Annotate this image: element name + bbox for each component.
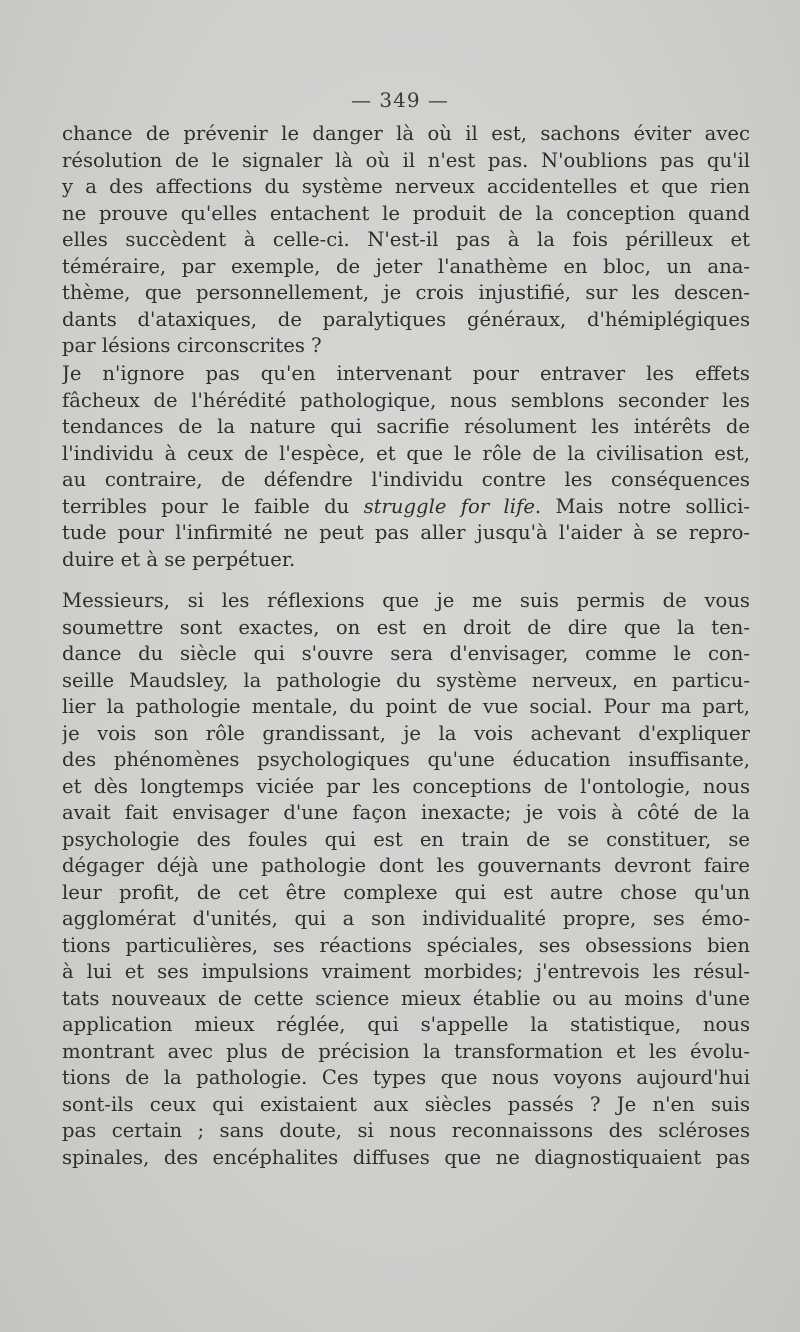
text-line: lier la pathologie mentale, du point de vue social. Pour ma part,: [62, 695, 750, 718]
text-line: thème, que personnellement, je crois injustifié, sur les descen-: [62, 281, 750, 304]
paragraph-2: [62, 361, 750, 573]
text-line: soumettre sont exactes, on est en droit de dire que la ten-: [62, 615, 750, 639]
text-line: à lui et ses impulsions vraiment morbides; j'entrevois les résul-: [62, 960, 750, 983]
text-line: agglomérat d'unités, qui a son individualité propre, ses émo-: [62, 907, 750, 930]
text-line: chance de prévenir le danger là où il est, sachons éviter avec: [62, 122, 750, 145]
text-line: au contraire, de défendre l'individu contre les conséquences: [62, 468, 750, 491]
text-line: duire et à se perpétuer.: [62, 547, 296, 571]
text-line: Je n'ignore pas qu'en intervenant pour entraver les effets: [62, 362, 750, 385]
paragraph-3: [62, 588, 750, 1171]
text-segment: terribles pour le faible du: [62, 494, 364, 518]
text-line: avait fait envisager d'une façon inexacte; je vois à côté de la: [62, 801, 750, 824]
page-number: — 349 —: [351, 88, 449, 112]
text-line: leur profit, de cet être complexe qui est autre chose qu'un: [62, 880, 750, 904]
text-line: seille Maudsley, la pathologie du système nerveux, en particu-: [62, 668, 750, 692]
text-line: résolution de le signaler là où il n'est pas. N'oublions pas qu'il: [62, 148, 750, 172]
text-line: spinales, des encéphalites diffuses que ne diagnostiquaient pas: [62, 1145, 750, 1169]
text-line: tions particulières, ses réactions spéciales, ses obsessions bien: [62, 933, 750, 957]
text-line: tions de la pathologie. Ces types que nous voyons aujourd'hui: [62, 1066, 750, 1089]
text-line: dance du siècle qui s'ouvre sera d'envisager, comme le con-: [62, 642, 750, 665]
italic-phrase: struggle for life: [363, 494, 535, 518]
text-line: pas certain ; sans doute, si nous reconnaissons des scléroses: [62, 1119, 750, 1142]
text-line: téméraire, par exemple, de jeter l'anathème en bloc, un ana-: [62, 254, 750, 278]
text-line: tude pour l'infirmité ne peut pas aller jusqu'à l'aider à se repro-: [62, 521, 750, 544]
text-line: Messieurs, si les réflexions que je me suis permis de vous: [62, 589, 750, 612]
text-line: y a des affections du système nerveux accidentelles et que rien: [62, 175, 750, 198]
text-line: tendances de la nature qui sacrifie résolument les intérêts de: [62, 415, 750, 438]
text-line: dégager déjà une pathologie dont les gouvernants devront faire: [62, 854, 750, 877]
text-segment: . Mais notre sollici-: [534, 494, 750, 518]
text-line: tats nouveaux de cette science mieux établie ou au moins d'une: [62, 986, 750, 1010]
text-line: fâcheux de l'hérédité pathologique, nous semblons seconder les: [62, 388, 750, 412]
text-line-with-italic: [62, 494, 750, 521]
text-line: application mieux réglée, qui s'appelle la statistique, nous: [62, 1013, 750, 1036]
text-line: des phénomènes psychologiques qu'une éducation insuffisante,: [62, 748, 750, 771]
text-line: l'individu à ceux de l'espèce, et que le rôle de la civilisation est,: [62, 441, 750, 465]
text-line: psychologie des foules qui est en train de se constituer, se: [62, 827, 750, 851]
text-line: sont-ils ceux qui existaient aux siècles passés ? Je n'en suis: [62, 1092, 750, 1116]
text-line: montrant avec plus de précision la transformation et les évolu-: [62, 1039, 750, 1063]
text-line: elles succèdent à celle-ci. N'est-il pas à la fois périlleux et: [62, 228, 750, 251]
paragraph-1: [62, 121, 750, 360]
text-line: ne prouve qu'elles entachent le produit de la conception quand: [62, 201, 750, 225]
text-line: par lésions circonscrites ?: [62, 334, 322, 357]
text-line: et dès longtemps viciée par les conceptions de l'ontologie, nous: [62, 774, 750, 798]
text-line: je vois son rôle grandissant, je la vois achevant d'expliquer: [62, 721, 750, 745]
text-line: dants d'ataxiques, de paralytiques généraux, d'hémiplégiques: [62, 307, 750, 331]
